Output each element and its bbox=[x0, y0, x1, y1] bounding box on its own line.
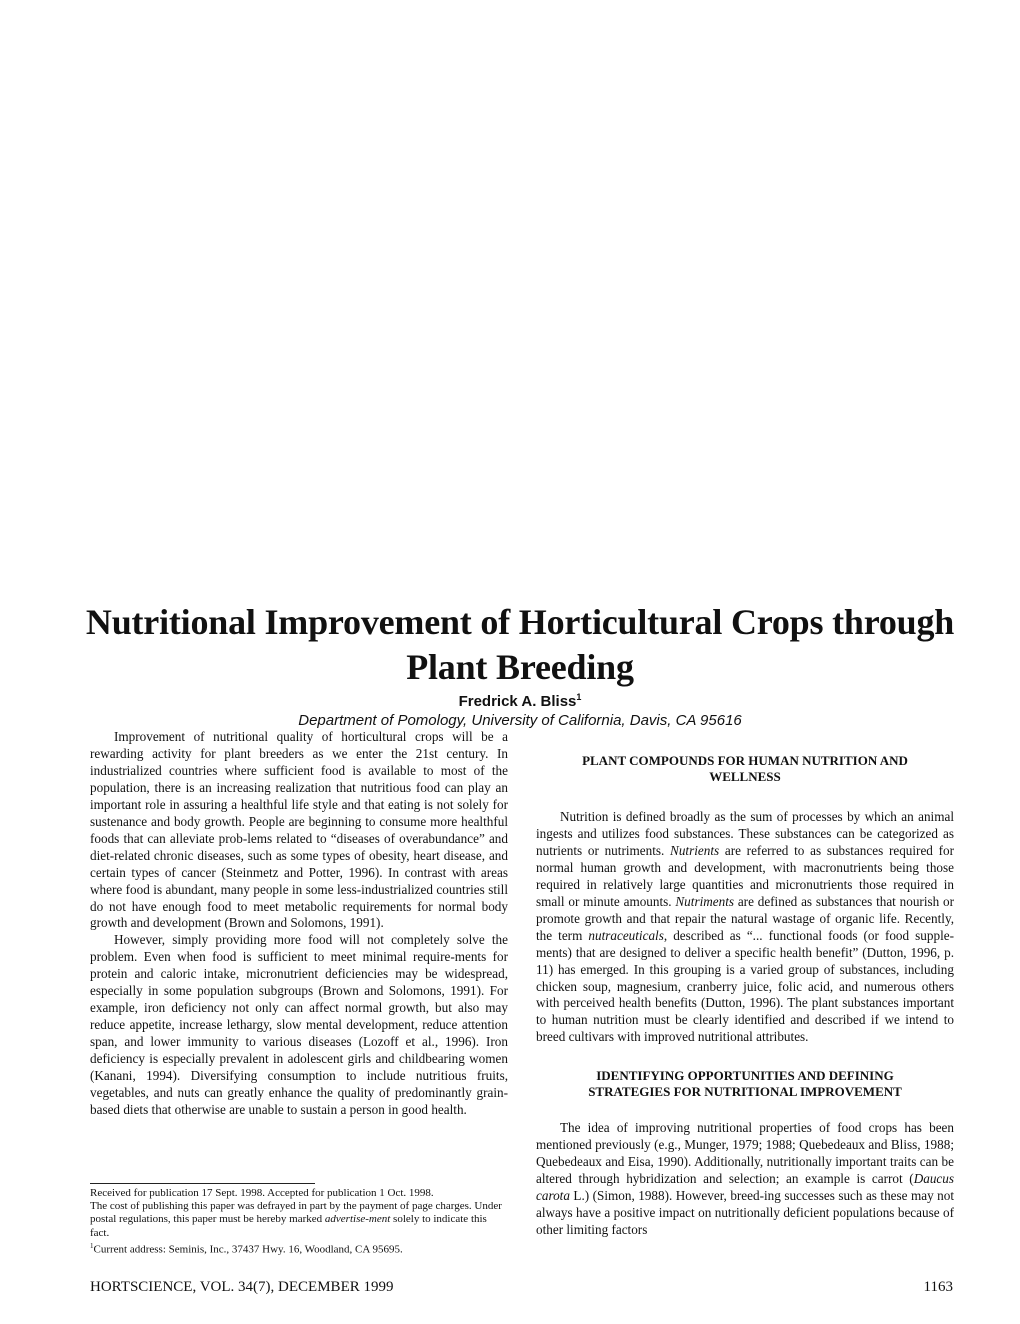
journal-citation: HORTSCIENCE, VOL. 34(7), DECEMBER 1999 bbox=[90, 1279, 394, 1295]
left-column bbox=[90, 729, 508, 1119]
body-paragraph: Improvement of nutritional quality of horticultural crops will be a rewarding activity for plant breeders as we enter the 21st century. In industrialized countries where sufficient food is available to most of the population, there is an increasing realization that nutritious food can play an important role in assuring a healthful life style and that eating is not solely for sustenance and body growth. People are beginning to consume more healthful foods that can alleviate prob-lems related to “diseases of overabundance” and diet-related chronic diseases, such as some types of obesity, heart disease, and certain types of cancer (Steinmetz and Potter, 1996). In contrast with areas where food is abundant, many people in some less-industrialized countries still do not have enough food to meet metabolic requirements for normal body growth and development (Brown and Solomons, 1991). bbox=[90, 729, 508, 931]
right-column bbox=[536, 753, 954, 1239]
received-note: Received for publication 17 Sept. 1998. Accepted for publication 1 Oct. 1998. bbox=[90, 1187, 434, 1199]
footnotes bbox=[90, 1183, 508, 1257]
page-number: 1163 bbox=[923, 1279, 953, 1295]
article-title: Nutritional Improvement of Horticultural Crops through Plant Breeding bbox=[85, 602, 955, 687]
body-paragraph: Nutrition is defined broadly as the sum of processes by which an animal ingests and utilizes food substances. These substances can be categorized as nutrients or nutriments. Nutrients are referred to as substances required for normal human growth and development, with macronutrients being those required in relatively large quantities and micronutrients those required in small or minute amounts. Nutriments are defined as substances that nourish or promote growth and that repair the natural wastage of organic life. Recently, the term nutraceuticals, described as “... functional foods (or food supple-ments) that are designed to deliver a specific health benefit” (Dutton, 1996, p. 11) has emerged. In this grouping is a varied group of substances, including chicken soup, magnesium, cranberry juice, folic acid, and numerous others with perceived health benefits (Dutton, 1996). The plant substances important to human nutrition must be clearly identified and described if we intend to breed cultivars with improved nutritional attributes. bbox=[536, 809, 954, 1045]
footnote-rule bbox=[90, 1183, 315, 1184]
address-footnote-marker: 1 bbox=[90, 1241, 94, 1250]
address-note: $^1$Current address: Seminis, Inc., 37437 Hwy. 16, Woodland, CA 95695. bbox=[90, 1241, 403, 1256]
section-heading: PLANT COMPOUNDS FOR HUMAN NUTRITION AND WELLNESS bbox=[582, 753, 908, 784]
body-paragraph: The idea of improving nutritional properties of food crops has been mentioned previously (e.g., Munger, 1979; 1988; Quebedeaux and Bliss, 1988; Quebedeaux and Eisa, 1990). Additionally, nutritionally important traits can be altered through hybridization and selection; an example is carrot (Daucus carota L.) (Simon, 1988). However, breed-ing successes such as these may not always have a positive impact on nutritionally deficient populations because of other limiting factors bbox=[536, 1120, 954, 1238]
author-affiliation: Department of Pomology, University of California, Davis, CA 95616 bbox=[298, 712, 742, 729]
author-line bbox=[80, 692, 960, 710]
author-footnote-marker: 1 bbox=[576, 692, 582, 702]
body-paragraph: However, simply providing more food will not completely solve the problem. Even when food is sufficient to meet minimal require-ments for protein and caloric intake, micronutrient deficiencies may be widespread, especially in some population subgroups (Brown and Solomons, 1991). For example, iron deficiency not only can affect normal growth, but also may reduce appetite, increase lethargy, slow mental development, reduce attention span, and lower immunity to various diseases (Lozoff et al., 1996). Iron deficiency is especially prevalent in adolescent girls and childbearing women (Kanani, 1994). Diversifying consumption to include nutritious fruits, vegetables, and nuts can greatly enhance the quality of predominantly grain-based diets that otherwise are unable to sustain a person in good health. bbox=[90, 932, 508, 1117]
author-name: Fredrick A. Bliss bbox=[458, 693, 577, 710]
cost-note: The cost of publishing this paper was defrayed in part by the payment of page charges. Under postal regulations, this paper must be hereby marked advertise-ment solely to indicate this fact. bbox=[90, 1200, 502, 1239]
section-heading: IDENTIFYING OPPORTUNITIES AND DEFINING STRATEGIES FOR NUTRITIONAL IMPROVEMENT bbox=[588, 1068, 902, 1100]
